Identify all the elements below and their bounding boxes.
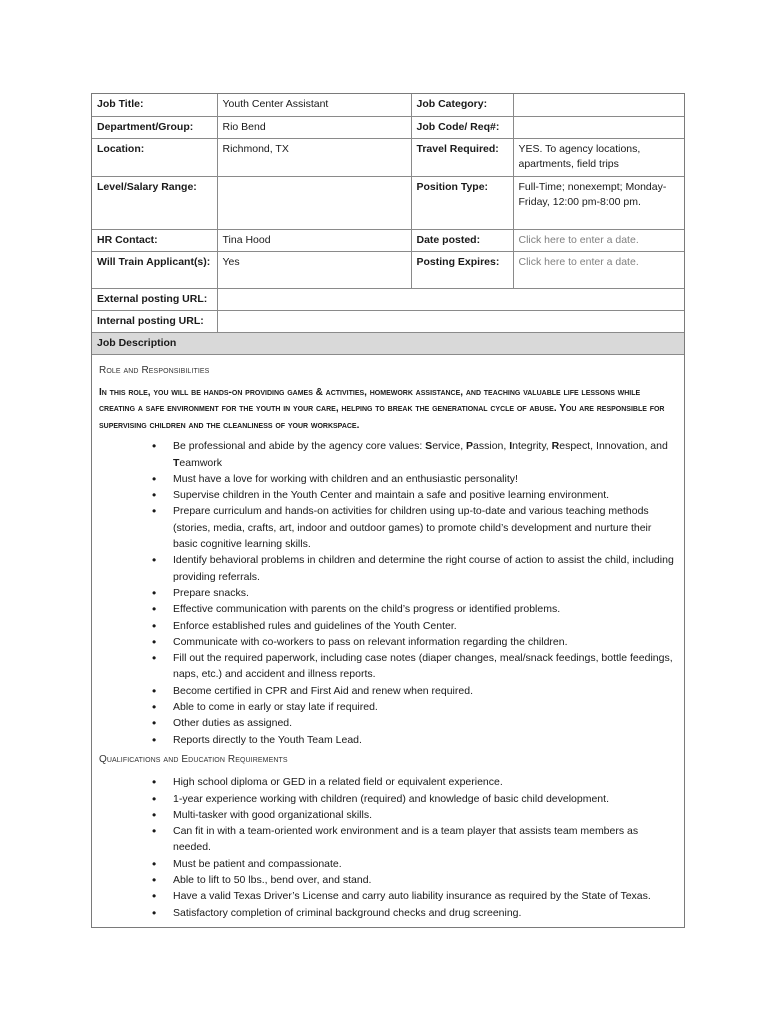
job-title-label: Job Title: xyxy=(92,94,217,116)
job-category-label: Job Category: xyxy=(411,94,513,116)
list-item: • 1-year experience working with children (required) and knowledge of basic child development. xyxy=(173,791,677,807)
value-rest: eamwork xyxy=(179,456,223,469)
value-initial: I xyxy=(509,440,513,453)
row-job-title xyxy=(92,94,684,116)
list-item: • Must have a love for working with children and an enthusiastic personality! xyxy=(173,471,677,487)
job-category-value[interactable] xyxy=(513,94,684,116)
internal-url-value[interactable] xyxy=(217,310,684,332)
job-code-value[interactable] xyxy=(513,116,684,138)
list-item: • Other duties as assigned. xyxy=(173,715,677,731)
list-item: • High school diploma or GED in a related field or equivalent experience. xyxy=(173,774,677,790)
row-hr-contact xyxy=(92,229,684,251)
will-train-label: Will Train Applicant(s): xyxy=(92,251,217,288)
job-title-value[interactable]: Youth Center Assistant xyxy=(217,94,411,116)
value-initial: S xyxy=(425,440,433,453)
qualifications-heading: Qualifications and Education Requirements xyxy=(99,753,288,765)
list-item: • Able to lift to 50 lbs., bend over, and stand. xyxy=(173,872,677,888)
external-url-value[interactable] xyxy=(217,288,684,310)
job-description-body xyxy=(92,355,684,927)
posting-expires-label: Posting Expires: xyxy=(411,251,513,288)
list-item: • Can fit in with a team-oriented work environment and is a team player that assists team members as needed. xyxy=(173,823,677,856)
hr-contact-label: HR Contact: xyxy=(92,229,217,251)
list-item: • Multi-tasker with good organizational skills. xyxy=(173,807,677,823)
list-item: • Supervise children in the Youth Center and maintain a safe and positive learning environment. xyxy=(173,487,677,503)
salary-range-value[interactable] xyxy=(217,176,411,229)
department-value[interactable]: Rio Bend xyxy=(217,116,411,138)
row-location xyxy=(92,138,684,176)
department-label: Department/Group: xyxy=(92,116,217,138)
core-values-prefix: Be professional and abide by the agency core values: xyxy=(173,440,426,453)
row-department xyxy=(92,116,684,138)
internal-url-label: Internal posting URL: xyxy=(92,310,217,332)
position-type-label: Position Type: xyxy=(411,176,513,229)
value-rest: espect, Innovation, and xyxy=(559,440,668,453)
date-posted-label: Date posted: xyxy=(411,229,513,251)
value-initial: T xyxy=(173,456,180,469)
list-item: • Effective communication with parents on the child’s progress or identified problems. xyxy=(173,601,677,617)
list-item: • Satisfactory completion of criminal background checks and drug screening. xyxy=(173,905,677,921)
list-item: • Reports directly to the Youth Team Lead. xyxy=(173,732,677,748)
job-posting-form xyxy=(91,93,685,928)
row-salary-range xyxy=(92,176,684,229)
will-train-value[interactable]: Yes xyxy=(217,251,411,288)
list-item: • Prepare curriculum and hands-on activities for children using up-to-date and various teaching methods (stories, media, crafts, art, indoor and outdoor games) to promote child’s development and nurture their basic cognitive learning skills. xyxy=(173,503,677,552)
posting-expires-picker[interactable]: Click here to enter a date. xyxy=(513,251,684,288)
list-item: • Become certified in CPR and First Aid and renew when required. xyxy=(173,683,677,699)
row-internal-url xyxy=(92,310,684,332)
value-initial: P xyxy=(466,440,474,453)
value-rest: assion, xyxy=(473,440,510,453)
value-initial: R xyxy=(551,440,560,453)
list-item: • Must be patient and compassionate. xyxy=(173,856,677,872)
row-external-url xyxy=(92,288,684,310)
list-item: • Fill out the required paperwork, including case notes (diaper changes, meal/snack feedings, bottle feedings, naps, etc.) and accident and illness reports. xyxy=(173,650,677,683)
role-intro: In this role, you will be hands-on providing games & activities, homework assistance, and teaching valuable life lessons while creating a safe environment for the youth in your care, helping to break the generational cycle of abuse. You are responsible for supervising children and the cleanliness of your workspace. xyxy=(99,386,665,431)
list-item: • Enforce established rules and guidelines of the Youth Center. xyxy=(173,618,677,634)
role-heading: Role and Responsibilities xyxy=(99,364,210,376)
job-description-header: Job Description xyxy=(92,332,684,354)
list-item: • Able to come in early or stay late if required. xyxy=(173,699,677,715)
list-item: • Communicate with co-workers to pass on relevant information regarding the children. xyxy=(173,634,677,650)
list-item: • Prepare snacks. xyxy=(173,585,677,601)
value-rest: ntegrity, xyxy=(512,440,552,453)
list-item: • Have a valid Texas Driver’s License and carry auto liability insurance as required by the State of Texas. xyxy=(173,888,677,904)
value-rest: ervice, xyxy=(432,440,467,453)
row-will-train xyxy=(92,251,684,288)
qualifications-list xyxy=(99,774,677,921)
location-value[interactable]: Richmond, TX xyxy=(217,138,411,176)
list-item xyxy=(173,438,677,471)
hr-contact-value[interactable]: Tina Hood xyxy=(217,229,411,251)
row-job-description-header xyxy=(92,332,684,354)
travel-required-value[interactable]: YES. To agency locations, apartments, field trips xyxy=(513,138,684,176)
position-type-value[interactable]: Full-Time; nonexempt; Monday-Friday, 12:00 pm-8:00 pm. xyxy=(513,176,684,229)
date-posted-picker[interactable]: Click here to enter a date. xyxy=(513,229,684,251)
external-url-label: External posting URL: xyxy=(92,288,217,310)
job-code-label: Job Code/ Req#: xyxy=(411,116,513,138)
salary-range-label: Level/Salary Range: xyxy=(92,176,217,229)
travel-required-label: Travel Required: xyxy=(411,138,513,176)
job-info-table xyxy=(92,94,684,355)
responsibilities-list xyxy=(99,438,677,748)
location-label: Location: xyxy=(92,138,217,176)
list-item: • Identify behavioral problems in children and determine the right course of action to assist the child, including providing referrals. xyxy=(173,552,677,585)
